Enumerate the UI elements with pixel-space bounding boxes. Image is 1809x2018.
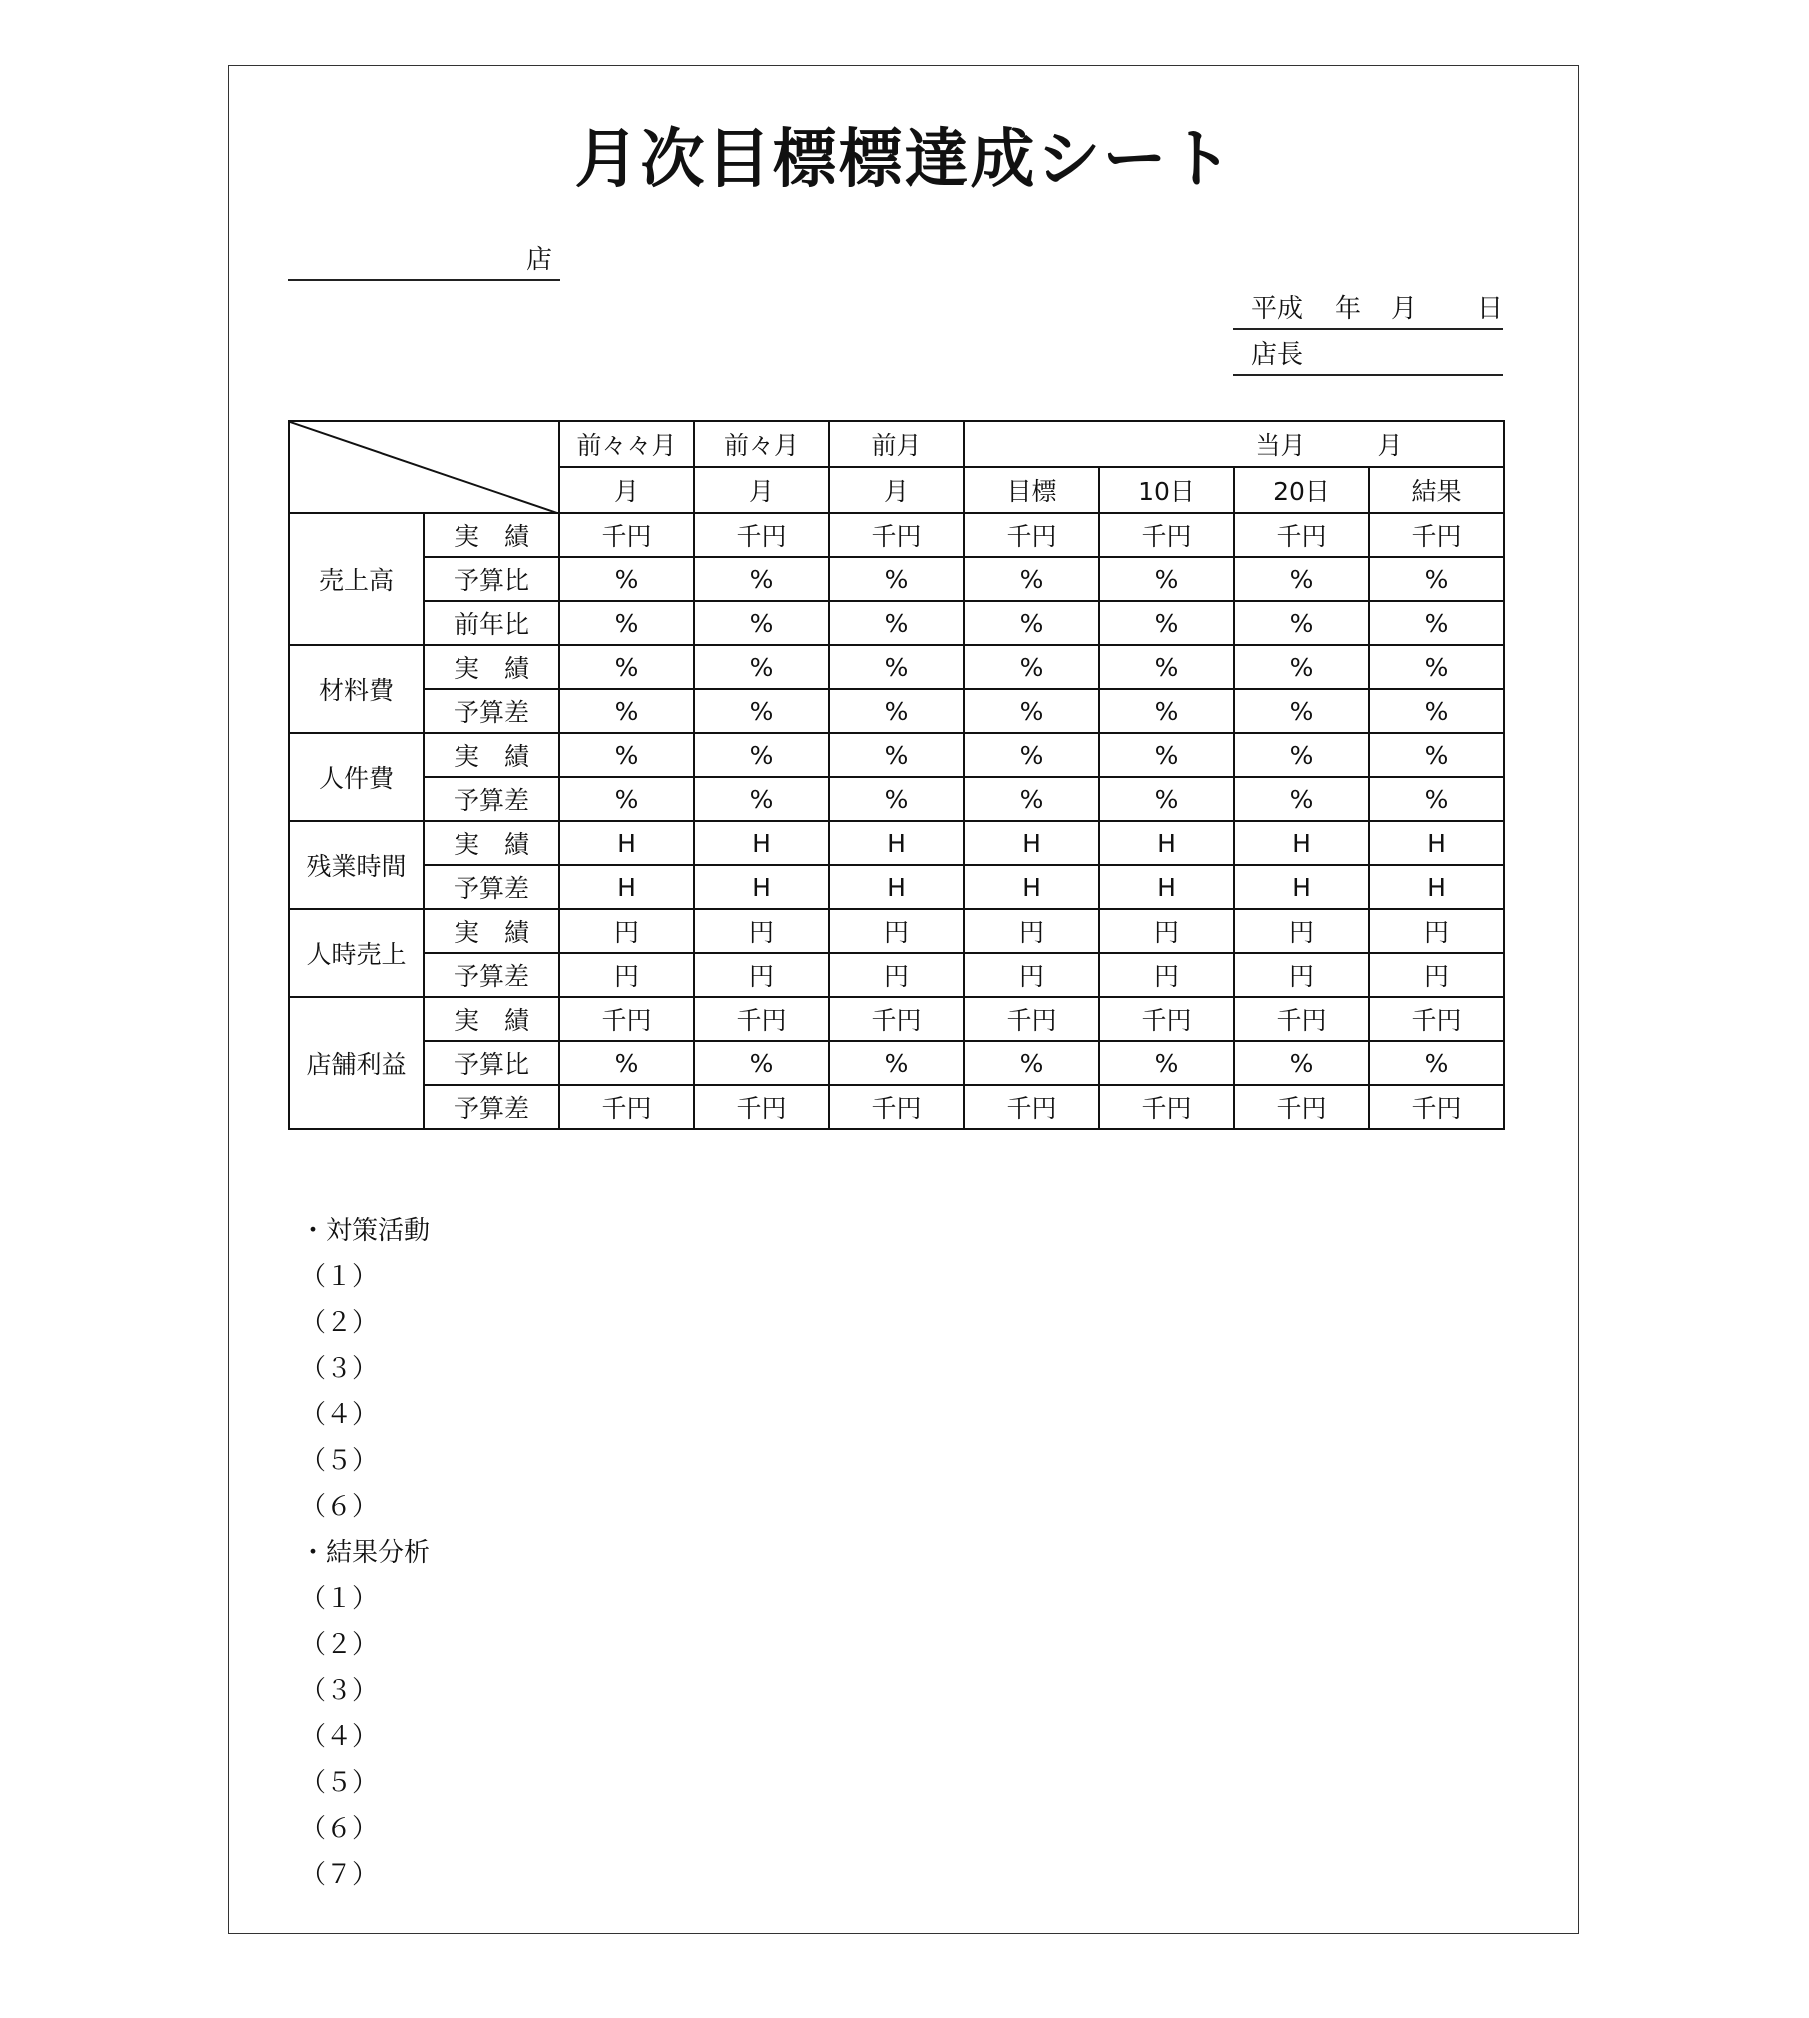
unit-label: 千円 [601, 1006, 652, 1035]
value-cell[interactable] [1099, 953, 1234, 997]
value-cell[interactable] [694, 601, 829, 645]
date-era-label: 平成 [1251, 294, 1304, 324]
value-cell[interactable] [1369, 689, 1504, 733]
value-cell[interactable] [1099, 1085, 1234, 1129]
table-row [289, 865, 1504, 909]
store-suffix-label: 店 [525, 245, 552, 275]
unit-label: 円 [883, 962, 909, 991]
table-row [289, 1041, 1504, 1085]
value-cell[interactable] [1099, 1041, 1234, 1085]
unit-label: H [752, 872, 771, 902]
value-cell[interactable] [829, 601, 964, 645]
metric-label: 予算比 [424, 1041, 559, 1085]
value-cell[interactable] [1369, 601, 1504, 645]
subheader-cell: 月 [694, 467, 829, 513]
value-cell[interactable] [1234, 601, 1369, 645]
unit-label: 円 [748, 918, 774, 947]
value-cell[interactable] [1369, 821, 1504, 865]
unit-label: 円 [1153, 918, 1179, 947]
value-cell[interactable] [829, 997, 964, 1041]
value-cell[interactable] [964, 557, 1099, 601]
unit-label: % [1289, 740, 1314, 770]
unit-label: H [1157, 872, 1176, 902]
value-cell[interactable] [559, 645, 694, 689]
document-title: 月次目標標達成シート [574, 122, 1235, 197]
unit-label: % [749, 608, 774, 638]
value-cell[interactable] [964, 601, 1099, 645]
value-cell[interactable] [829, 689, 964, 733]
unit-label: % [614, 696, 639, 726]
unit-label: 千円 [1141, 522, 1192, 551]
unit-label: 円 [883, 918, 909, 947]
value-cell[interactable] [1099, 645, 1234, 689]
unit-label: % [1019, 608, 1044, 638]
value-cell[interactable] [829, 909, 964, 953]
measures-item[interactable]: （６） [300, 1492, 379, 1522]
unit-label: 千円 [1411, 1094, 1462, 1123]
unit-label: 円 [1288, 962, 1314, 991]
unit-label: H [1292, 828, 1311, 858]
value-cell[interactable] [964, 645, 1099, 689]
manager-label: 店長 [1251, 340, 1304, 370]
metric-label: 実 績 [424, 909, 559, 953]
value-cell[interactable] [964, 909, 1099, 953]
header-month-2-ago: 前々月 [694, 421, 829, 467]
subheader-cell: 結果 [1369, 467, 1504, 513]
unit-label: % [1289, 784, 1314, 814]
analysis-item[interactable]: （１） [300, 1584, 379, 1614]
category-label: 店舗利益 [289, 997, 424, 1129]
value-cell[interactable] [1369, 997, 1504, 1041]
unit-label: % [1289, 608, 1314, 638]
value-cell[interactable] [1099, 821, 1234, 865]
value-cell[interactable] [829, 645, 964, 689]
value-cell[interactable] [1234, 865, 1369, 909]
unit-label: % [1019, 740, 1044, 770]
value-cell[interactable] [559, 909, 694, 953]
unit-label: 千円 [601, 522, 652, 551]
date-year-label: 年 [1335, 294, 1362, 324]
metric-label: 実 績 [424, 821, 559, 865]
analysis-item[interactable]: （４） [300, 1722, 379, 1752]
unit-label: 円 [1018, 962, 1044, 991]
header-month-1-ago: 前月 [829, 421, 964, 467]
unit-label: H [1022, 872, 1041, 902]
value-cell[interactable] [559, 513, 694, 557]
category-label: 材料費 [289, 645, 424, 733]
unit-label: H [887, 872, 906, 902]
table-row [289, 821, 1504, 865]
unit-label: 千円 [871, 522, 922, 551]
unit-label: 円 [748, 962, 774, 991]
unit-label: H [617, 872, 636, 902]
measures-heading: ・対策活動 [300, 1216, 431, 1246]
analysis-item[interactable]: （６） [300, 1814, 379, 1844]
subheader-cell: 月 [559, 467, 694, 513]
analysis-item[interactable]: （７） [300, 1860, 379, 1890]
value-cell[interactable] [1099, 557, 1234, 601]
value-cell[interactable] [694, 1085, 829, 1129]
value-cell[interactable] [829, 557, 964, 601]
value-cell[interactable] [964, 689, 1099, 733]
value-cell[interactable] [1099, 865, 1234, 909]
category-label: 残業時間 [289, 821, 424, 909]
value-cell[interactable] [1099, 909, 1234, 953]
subheader-cell: 目標 [964, 467, 1099, 513]
metric-label: 前年比 [424, 601, 559, 645]
table-row [289, 777, 1504, 821]
value-cell[interactable] [559, 997, 694, 1041]
unit-label: % [1424, 696, 1449, 726]
unit-label: 円 [1153, 962, 1179, 991]
unit-label: % [614, 784, 639, 814]
table-corner-cell [289, 421, 559, 513]
value-cell[interactable] [829, 513, 964, 557]
value-cell[interactable] [694, 645, 829, 689]
category-label: 人件費 [289, 733, 424, 821]
target-table [288, 420, 1505, 1130]
value-cell[interactable] [964, 1041, 1099, 1085]
unit-label: % [1424, 652, 1449, 682]
measures-item[interactable]: （５） [300, 1446, 379, 1476]
unit-label: % [1289, 652, 1314, 682]
metric-label: 実 績 [424, 513, 559, 557]
unit-label: % [884, 608, 909, 638]
unit-label: % [614, 608, 639, 638]
unit-label: 千円 [1276, 1094, 1327, 1123]
value-cell[interactable] [829, 1041, 964, 1085]
unit-label: H [1427, 828, 1446, 858]
unit-label: % [1154, 740, 1179, 770]
unit-label: % [1154, 784, 1179, 814]
value-cell[interactable] [1369, 733, 1504, 777]
unit-label: 千円 [1006, 522, 1057, 551]
value-cell[interactable] [694, 821, 829, 865]
date-field[interactable] [1233, 284, 1503, 330]
date-day-label: 日 [1477, 294, 1504, 324]
value-cell[interactable] [1234, 821, 1369, 865]
value-cell[interactable] [964, 513, 1099, 557]
value-cell[interactable] [694, 733, 829, 777]
subheader-cell: 20日 [1234, 467, 1369, 513]
metric-label: 実 績 [424, 997, 559, 1041]
unit-label: % [1424, 1048, 1449, 1078]
unit-label: 千円 [1006, 1094, 1057, 1123]
unit-label: % [1154, 652, 1179, 682]
unit-label: H [1427, 872, 1446, 902]
value-cell[interactable] [829, 953, 964, 997]
value-cell[interactable] [1369, 557, 1504, 601]
unit-label: % [884, 564, 909, 594]
value-cell[interactable] [559, 821, 694, 865]
unit-label: % [1424, 784, 1449, 814]
value-cell[interactable] [694, 953, 829, 997]
header-month-3-ago: 前々々月 [559, 421, 694, 467]
measures-section [300, 1208, 430, 1898]
unit-label: H [1292, 872, 1311, 902]
value-cell[interactable] [964, 953, 1099, 997]
value-cell[interactable] [829, 777, 964, 821]
unit-label: % [1019, 784, 1044, 814]
value-cell[interactable] [1234, 909, 1369, 953]
unit-label: % [1019, 696, 1044, 726]
diagonal-line [290, 422, 560, 514]
analysis-item[interactable]: （３） [300, 1676, 379, 1706]
value-cell[interactable] [694, 513, 829, 557]
value-cell[interactable] [1369, 1085, 1504, 1129]
unit-label: 千円 [1141, 1006, 1192, 1035]
current-month-label: 当月 [1255, 431, 1306, 460]
value-cell[interactable] [694, 557, 829, 601]
value-cell[interactable] [694, 909, 829, 953]
unit-label: % [1424, 740, 1449, 770]
value-cell[interactable] [964, 997, 1099, 1041]
value-cell[interactable] [829, 821, 964, 865]
value-cell[interactable] [559, 777, 694, 821]
table-row [289, 513, 1504, 557]
unit-label: % [749, 784, 774, 814]
table-row [289, 557, 1504, 601]
current-month-suffix: 月 [1377, 431, 1403, 460]
value-cell[interactable] [1099, 513, 1234, 557]
value-cell[interactable] [1369, 865, 1504, 909]
analysis-item[interactable]: （２） [300, 1630, 379, 1660]
value-cell[interactable] [1369, 953, 1504, 997]
value-cell[interactable] [1234, 557, 1369, 601]
value-cell[interactable] [1234, 513, 1369, 557]
unit-label: % [614, 564, 639, 594]
value-cell[interactable] [559, 953, 694, 997]
unit-label: % [1019, 1048, 1044, 1078]
value-cell[interactable] [694, 865, 829, 909]
value-cell[interactable] [964, 1085, 1099, 1129]
unit-label: 千円 [871, 1094, 922, 1123]
date-month-label: 月 [1391, 294, 1418, 324]
value-cell[interactable] [1234, 1041, 1369, 1085]
value-cell[interactable] [1234, 997, 1369, 1041]
measures-item[interactable]: （３） [300, 1354, 379, 1384]
value-cell[interactable] [1369, 777, 1504, 821]
unit-label: H [617, 828, 636, 858]
measures-item[interactable]: （１） [300, 1262, 379, 1292]
unit-label: % [1289, 564, 1314, 594]
table-row [289, 997, 1504, 1041]
table-row [289, 909, 1504, 953]
table-row [289, 1085, 1504, 1129]
unit-label: 円 [1424, 918, 1450, 947]
unit-label: 円 [1018, 918, 1044, 947]
metric-label: 予算差 [424, 865, 559, 909]
category-label: 人時売上 [289, 909, 424, 997]
unit-label: 千円 [1276, 1006, 1327, 1035]
value-cell[interactable] [964, 821, 1099, 865]
value-cell[interactable] [1369, 909, 1504, 953]
unit-label: H [887, 828, 906, 858]
metric-label: 予算差 [424, 1085, 559, 1129]
value-cell[interactable] [559, 1041, 694, 1085]
table-row [289, 601, 1504, 645]
value-cell[interactable] [964, 733, 1099, 777]
unit-label: % [884, 1048, 909, 1078]
category-label: 売上高 [289, 513, 424, 645]
unit-label: 千円 [1141, 1094, 1192, 1123]
value-cell[interactable] [1369, 645, 1504, 689]
unit-label: % [1154, 696, 1179, 726]
unit-label: % [749, 696, 774, 726]
value-cell[interactable] [964, 865, 1099, 909]
value-cell[interactable] [1369, 1041, 1504, 1085]
unit-label: 千円 [871, 1006, 922, 1035]
value-cell[interactable] [829, 865, 964, 909]
unit-label: 千円 [736, 1094, 787, 1123]
unit-label: % [884, 652, 909, 682]
unit-label: % [749, 1048, 774, 1078]
value-cell[interactable] [1099, 689, 1234, 733]
unit-label: % [1289, 1048, 1314, 1078]
unit-label: % [884, 696, 909, 726]
table-row [289, 733, 1504, 777]
unit-label: 円 [1288, 918, 1314, 947]
unit-label: % [614, 652, 639, 682]
unit-label: % [614, 1048, 639, 1078]
unit-label: % [1424, 608, 1449, 638]
value-cell[interactable] [694, 997, 829, 1041]
value-cell[interactable] [1234, 645, 1369, 689]
unit-label: % [614, 740, 639, 770]
unit-label: % [884, 784, 909, 814]
value-cell[interactable] [559, 557, 694, 601]
metric-label: 予算差 [424, 953, 559, 997]
value-cell[interactable] [559, 865, 694, 909]
value-cell[interactable] [559, 733, 694, 777]
unit-label: % [1154, 564, 1179, 594]
value-cell[interactable] [1234, 953, 1369, 997]
table-row [289, 953, 1504, 997]
metric-label: 予算差 [424, 689, 559, 733]
metric-label: 予算比 [424, 557, 559, 601]
analysis-item[interactable]: （５） [300, 1768, 379, 1798]
measures-item[interactable]: （４） [300, 1400, 379, 1430]
unit-label: % [1019, 564, 1044, 594]
value-cell[interactable] [1099, 997, 1234, 1041]
unit-label: % [1019, 652, 1044, 682]
unit-label: % [749, 740, 774, 770]
value-cell[interactable] [694, 689, 829, 733]
unit-label: 千円 [601, 1094, 652, 1123]
unit-label: H [1157, 828, 1176, 858]
unit-label: 千円 [736, 522, 787, 551]
unit-label: 円 [613, 918, 639, 947]
header-current-month [964, 421, 1504, 467]
value-cell[interactable] [964, 777, 1099, 821]
value-cell[interactable] [1234, 689, 1369, 733]
value-cell[interactable] [694, 777, 829, 821]
unit-label: % [884, 740, 909, 770]
unit-label: 千円 [1411, 1006, 1462, 1035]
unit-label: % [749, 564, 774, 594]
unit-label: 千円 [736, 1006, 787, 1035]
value-cell[interactable] [829, 1085, 964, 1129]
metric-label: 実 績 [424, 733, 559, 777]
value-cell[interactable] [559, 689, 694, 733]
measures-item[interactable]: （２） [300, 1308, 379, 1338]
metric-label: 予算差 [424, 777, 559, 821]
value-cell[interactable] [1099, 777, 1234, 821]
table-row [289, 645, 1504, 689]
value-cell[interactable] [1234, 1085, 1369, 1129]
subheader-cell: 月 [829, 467, 964, 513]
value-cell[interactable] [1099, 733, 1234, 777]
metric-label: 実 績 [424, 645, 559, 689]
unit-label: H [752, 828, 771, 858]
analysis-heading: ・結果分析 [300, 1538, 431, 1568]
value-cell[interactable] [1099, 601, 1234, 645]
value-cell[interactable] [1234, 777, 1369, 821]
value-cell[interactable] [1369, 513, 1504, 557]
value-cell[interactable] [559, 601, 694, 645]
unit-label: H [1022, 828, 1041, 858]
store-name-field[interactable] [288, 235, 560, 281]
table-row [289, 689, 1504, 733]
value-cell[interactable] [559, 1085, 694, 1129]
unit-label: % [1154, 1048, 1179, 1078]
value-cell[interactable] [694, 1041, 829, 1085]
value-cell[interactable] [829, 733, 964, 777]
unit-label: 円 [1424, 962, 1450, 991]
unit-label: % [749, 652, 774, 682]
unit-label: % [1424, 564, 1449, 594]
unit-label: 千円 [1276, 522, 1327, 551]
subheader-cell: 10日 [1099, 467, 1234, 513]
unit-label: % [1154, 608, 1179, 638]
unit-label: 円 [613, 962, 639, 991]
unit-label: 千円 [1006, 1006, 1057, 1035]
unit-label: 千円 [1411, 522, 1462, 551]
unit-label: % [1289, 696, 1314, 726]
value-cell[interactable] [1234, 733, 1369, 777]
manager-field[interactable] [1233, 330, 1503, 376]
